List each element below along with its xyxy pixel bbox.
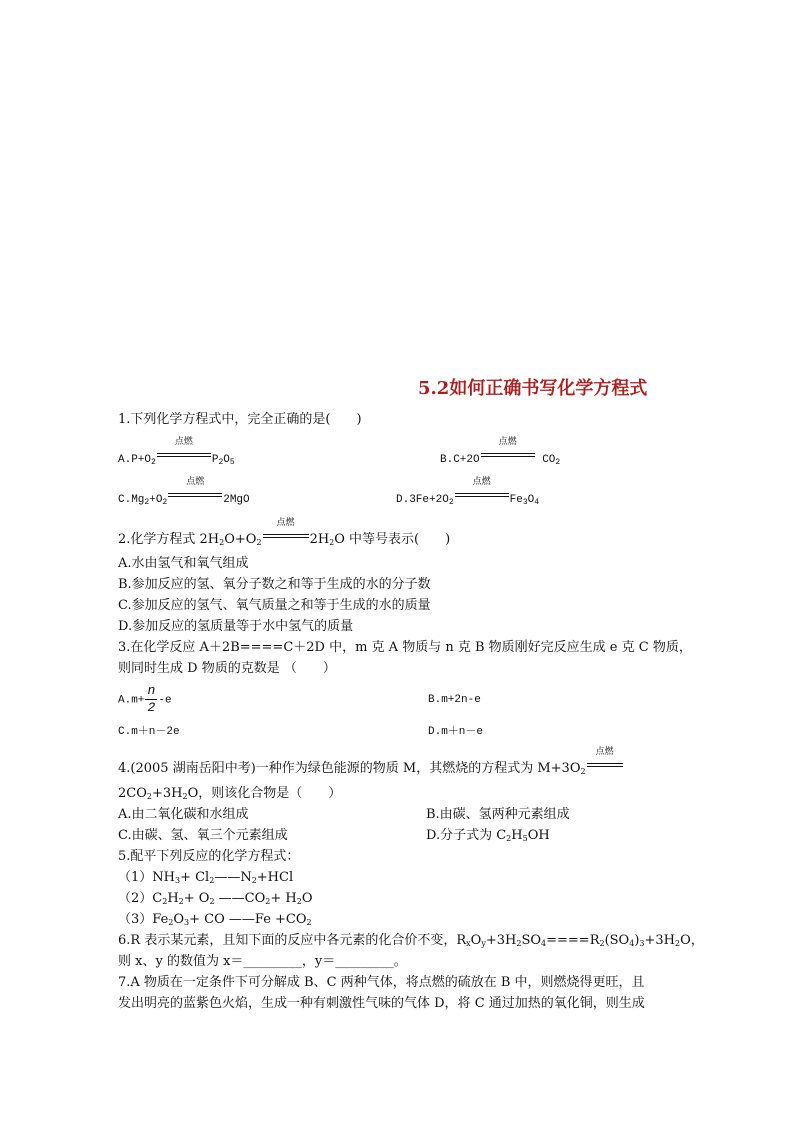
q3-stem-line1: 3.在化学反应 A＋2B====C＋2D 中，m 克 A 物质与 n 克 B 物质刚好完反应生成 e 克 C 物质， (118, 640, 692, 655)
q3-stem-line2: 则同时生成 D 物质的克数是 （ ） (118, 661, 336, 676)
q6-answer-line: 则 x、y 的数值为 x＝_________，y＝_________。 (118, 954, 407, 969)
q4-stem-line2: $2CO_2+3H_2O$，则该化合物是（ ） (118, 786, 342, 801)
q4-stem: 4.(2005 湖南岳阳中考)一种作为绿色能源的物质 M，其燃烧的方程式为 $M+3O_2$ 点燃 (118, 758, 624, 777)
equation-arrow: 点燃 (481, 448, 535, 462)
q3-option-d: D.m＋n－e (428, 726, 484, 738)
q4-option-c: C.由碳、氢、氧三个元素组成 (118, 828, 288, 843)
fraction: $\frac{n}{2}$ (145, 684, 157, 715)
q5-reaction-3: $(3)Fe_2O_3+$ CO ——Fe $+CO_2$ (118, 912, 312, 927)
q1-option-b: B.C+2O 点燃 $CO_2$ (440, 437, 561, 467)
q4-option-b: B.由碳、氢两种元素组成 (426, 807, 570, 822)
q1-option-a: $A.P+O_2$ 点燃 $P_2O_5$ (118, 437, 235, 467)
q2-option-d: D.参加反应的氢质量等于水中氢气的质量 (118, 619, 354, 634)
q2-option-b: B.参加反应的氢、氧分子数之和等于生成的水的分子数 (118, 577, 431, 592)
q1-option-d: $D.3Fe+2O_2$ 点燃 $Fe_3O_4$ (396, 477, 540, 507)
q1-option-c: $C.Mg_2+O_2$ 点燃 2MgO (118, 477, 250, 507)
q3-option-a: A.m+ $\frac{n}{2}$ -e (118, 683, 172, 715)
q5-reaction-1: $(1)NH_3+$ $Cl_2——N_2+HCl$ (118, 870, 294, 885)
q7-line2: 发出明亮的蓝紫色火焰，生成一种有刺激性气味的气体 D，将 C 通过加热的氧化铜，则生成 (118, 996, 645, 1011)
q6-stem: 6.R 表示某元素，且知下面的反应中各元素的化合价不变，$R_xO_y+3H_2SO_4====R_2(SO_4)_3+3H_2O$， (118, 933, 704, 948)
q4-option-d: D.分子式为 $C_2H_5OH$ (426, 828, 550, 843)
equation-arrow: 点燃 (157, 448, 211, 462)
equation-arrow: 点燃 (455, 488, 509, 502)
q3-option-c: C.m＋n－2e (118, 726, 180, 738)
q4-option-a: A.由二氧化碳和水组成 (118, 807, 249, 822)
equation-arrow: 点燃 (263, 529, 309, 543)
q1-stem: 1.下列化学方程式中，完全正确的是( ) (118, 412, 362, 427)
q2-option-c: C.参加反应的氢气、氧气质量之和等于生成的水的质量 (118, 598, 431, 613)
q2-stem: 2.化学方程式 $2H_2O+O_2$ 点燃 $2H_2O$ 中等号表示( ) (118, 518, 451, 547)
q7-line1: 7.A 物质在一定条件下可分解成 B、C 两种气体，将点燃的硫放在 B 中，则燃烧得更旺，且 (118, 975, 645, 990)
q5-stem: 5.配平下列反应的化学方程式： (118, 849, 300, 864)
equation-arrow: 点燃 (587, 758, 623, 772)
q3-option-b: B.m+2n-e (428, 694, 481, 706)
q5-reaction-2: $(2)C_2H_2+ O_2$ $——CO_2+ H_2O$ (118, 891, 313, 906)
equation-arrow: 点燃 (168, 488, 222, 502)
page-title: 5.2如何正确书写化学方程式 (418, 378, 648, 399)
q2-option-a: A.水由氢气和氧气组成 (118, 556, 249, 571)
